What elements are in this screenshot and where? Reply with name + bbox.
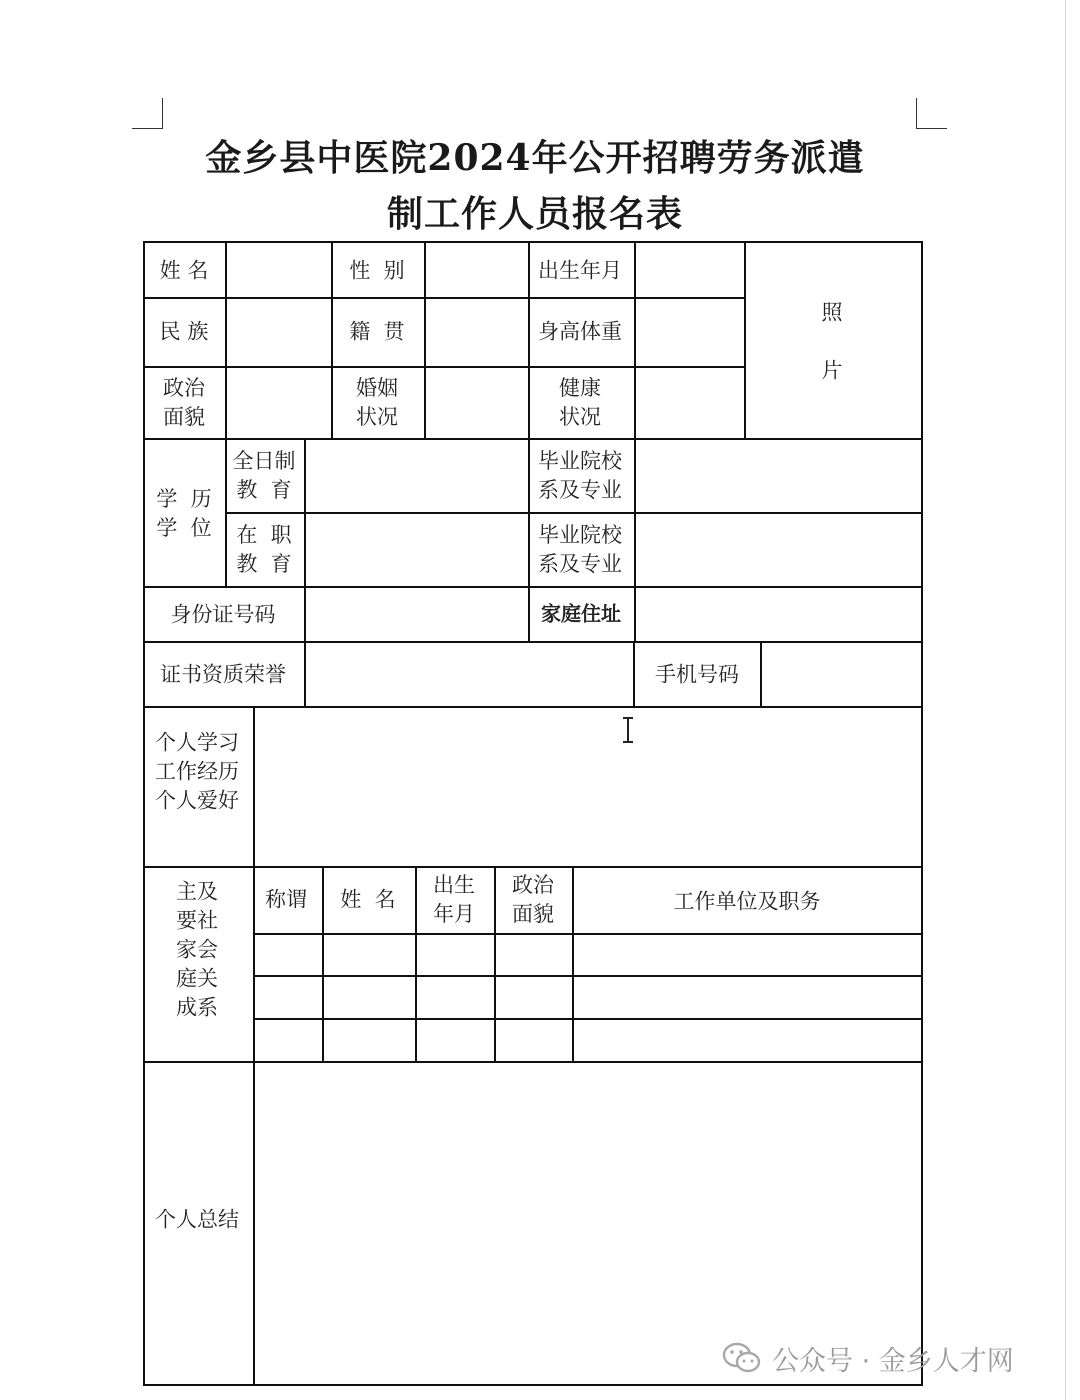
watermark xyxy=(722,1336,1014,1380)
family-row-3-political[interactable] xyxy=(496,1020,571,1060)
family-row-1-work[interactable] xyxy=(574,935,920,974)
label-photo: 照 片 xyxy=(821,300,843,383)
label-school-major-2: 毕业院校 系及专业 xyxy=(538,523,622,576)
label-phone: 手机号码 xyxy=(655,662,739,687)
label-political-status: 政治 面貌 xyxy=(163,376,205,429)
family-row-2-political[interactable] xyxy=(496,977,571,1017)
label-certificates: 证书资质荣誉 xyxy=(160,662,286,687)
col-header-member-work: 工作单位及职务 xyxy=(673,889,821,914)
wechat-icon xyxy=(722,1341,762,1375)
label-education-degree: 学 历 学 位 xyxy=(156,487,212,540)
label-resume: 个人学习 工作经历 个人爱好 xyxy=(155,730,239,813)
text-cursor-icon xyxy=(620,716,636,744)
form-title-line-1: 金乡县中医院2024年公开招聘劳务派遣 xyxy=(205,137,865,179)
family-row-3-name[interactable] xyxy=(324,1020,414,1060)
field-school-major-2[interactable] xyxy=(636,514,920,585)
field-native-place[interactable] xyxy=(426,299,527,365)
field-name[interactable] xyxy=(227,243,330,296)
field-marital-status[interactable] xyxy=(426,368,527,437)
label-marital-status: 婚姻 状况 xyxy=(356,376,398,429)
col-header-member-political: 政治 面貌 xyxy=(512,873,554,926)
watermark-text: 公众号 · 金乡人才网 xyxy=(772,1345,1014,1377)
family-row-2-birth[interactable] xyxy=(417,977,493,1017)
label-native-place: 籍 贯 xyxy=(349,319,405,344)
field-political-status[interactable] xyxy=(227,368,330,437)
family-row-3-work[interactable] xyxy=(574,1020,920,1060)
label-health: 健康 状况 xyxy=(559,376,601,429)
field-resume[interactable] xyxy=(255,708,920,865)
label-inservice-education: 在 职 教 育 xyxy=(236,523,292,576)
family-row-1-political[interactable] xyxy=(496,935,571,974)
label-home-address: 家庭住址 xyxy=(541,601,621,626)
family-row-3-relation[interactable] xyxy=(255,1020,321,1060)
field-phone[interactable] xyxy=(762,643,920,705)
family-row-2-work[interactable] xyxy=(574,977,920,1017)
label-family: 主及 要社 家会 庭关 成系 xyxy=(176,879,218,1020)
field-home-address[interactable] xyxy=(636,588,920,640)
label-height-weight: 身高体重 xyxy=(538,319,622,344)
label-fulltime-education: 全日制 教 育 xyxy=(232,449,296,502)
col-header-relation: 称谓 xyxy=(265,887,307,912)
field-health[interactable] xyxy=(636,368,743,437)
family-row-1-name[interactable] xyxy=(324,935,414,974)
photo-box[interactable] xyxy=(746,243,920,437)
label-gender: 性 别 xyxy=(349,258,405,283)
label-summary: 个人总结 xyxy=(155,1207,239,1232)
field-ethnicity[interactable] xyxy=(227,299,330,365)
label-birth: 出生年月 xyxy=(538,258,622,283)
field-inservice-education[interactable] xyxy=(306,514,527,585)
label-name: 姓 名 xyxy=(159,258,209,283)
field-summary[interactable] xyxy=(255,1063,920,1383)
field-height-weight[interactable] xyxy=(636,299,743,365)
col-header-member-birth: 出生 年月 xyxy=(433,873,475,926)
col-header-member-name: 姓 名 xyxy=(340,887,396,912)
family-row-1-birth[interactable] xyxy=(417,935,493,974)
label-id-number: 身份证号码 xyxy=(170,602,276,627)
field-gender[interactable] xyxy=(426,243,527,296)
field-fulltime-education[interactable] xyxy=(306,440,527,511)
field-school-major-1[interactable] xyxy=(636,440,920,511)
label-ethnicity: 民 族 xyxy=(159,319,209,344)
form-title-line-2: 制工作人员报名表 xyxy=(386,193,683,235)
family-row-2-relation[interactable] xyxy=(255,977,321,1017)
label-school-major-1: 毕业院校 系及专业 xyxy=(538,449,622,502)
field-birth[interactable] xyxy=(636,243,743,296)
field-id-number[interactable] xyxy=(306,588,527,640)
family-row-3-birth[interactable] xyxy=(417,1020,493,1060)
family-row-1-relation[interactable] xyxy=(255,935,321,974)
field-certificates[interactable] xyxy=(306,643,632,705)
family-row-2-name[interactable] xyxy=(324,977,414,1017)
